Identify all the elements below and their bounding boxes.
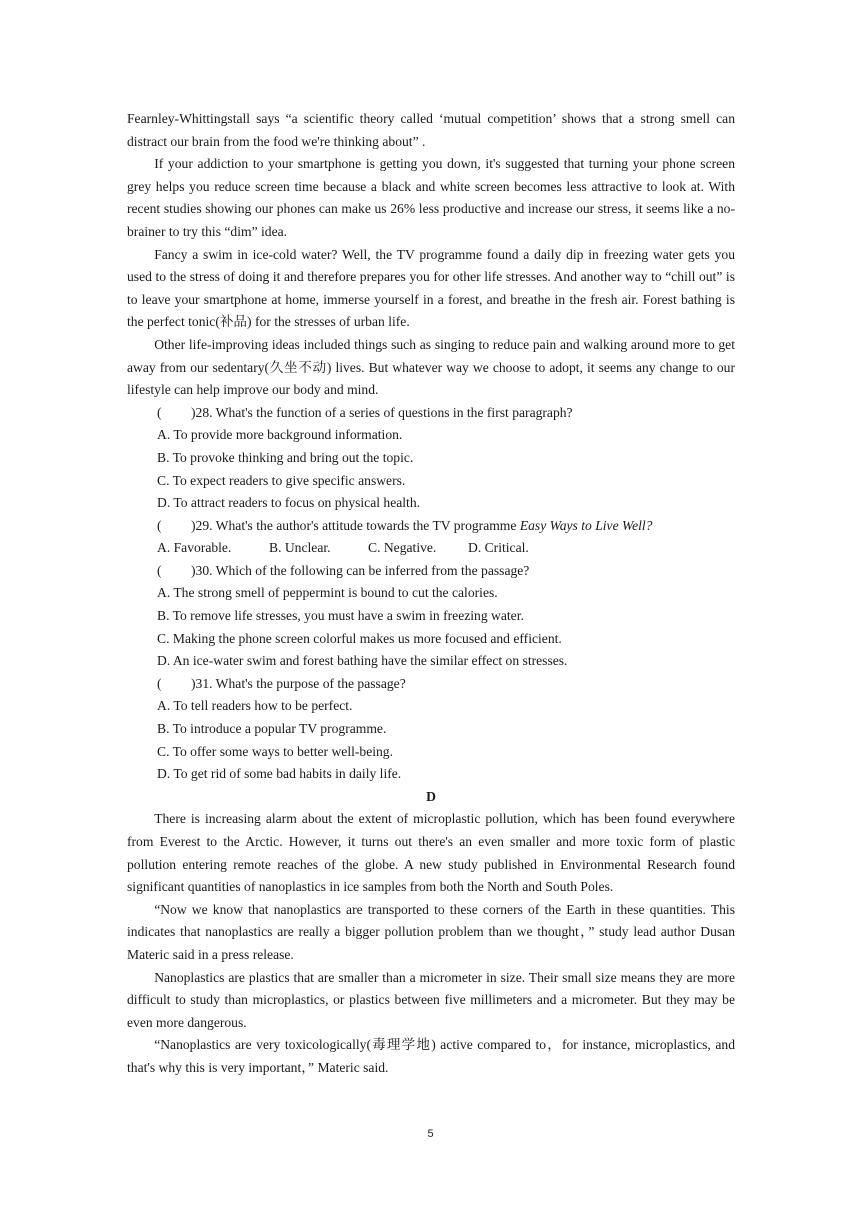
answer-blank: ( — [157, 517, 162, 533]
option-28c: C. To expect readers to give specific answers. — [157, 472, 406, 488]
option-29c: C. Negative. — [368, 540, 437, 556]
option-31b: B. To introduce a popular TV programme. — [157, 721, 387, 737]
option-28a: A. To provide more background information. — [157, 427, 403, 443]
page-number: 5 — [427, 1128, 434, 1140]
question-text — [157, 515, 652, 538]
option-29b: B. Unclear. — [269, 540, 331, 556]
option-30c: C. Making the phone screen colorful makes us more focused and efficient. — [157, 630, 562, 646]
option-30d: D. An ice-water swim and forest bathing have the similar effect on stresses. — [157, 653, 568, 669]
question-text: )28. What's the function of a series of questions in the first paragraph? — [191, 404, 573, 420]
option-30b: B. To remove life stresses, you must have a swim in freezing water. — [157, 608, 524, 624]
question-28 — [127, 402, 735, 425]
option-29a: A. Favorable. — [157, 540, 232, 556]
question-text: )31. What's the purpose of the passage? — [191, 675, 406, 691]
option-28b: B. To provoke thinking and bring out the topic. — [157, 449, 414, 465]
paragraph-ice-water: Fancy a swim in ice-cold water? Well, the TV programme found a daily dip in freezing water gets you used to the stress of doing it and therefore prepares you for other life stresses. And another way to “chill out” is to leave your smartphone at home, immerse yourself in a forest, and breathe in the fresh air. Forest bathing is the perfect tonic(补品) for the stresses of urban life. — [127, 246, 735, 330]
question-29 — [127, 515, 735, 538]
option-28d: D. To attract readers to focus on physical health. — [157, 495, 421, 511]
options-29 — [127, 537, 735, 560]
answer-blank: ( — [157, 404, 162, 420]
paragraph-smartphone: If your addiction to your smartphone is getting you down, it's suggested that turning your phone screen grey helps you reduce screen time because a black and white screen becomes less attractive to look at. With recent studies showing our phones can make us 26% less productive and increase our stress, it seems like a no-brainer to try this “dim” idea. — [127, 156, 735, 239]
programme-title: Easy Ways to Live Well? — [519, 517, 653, 533]
answer-blank: ( — [157, 675, 162, 691]
paragraph-materic-quote: “Now we know that nanoplastics are transported to these corners of the Earth in these quantities. This indicates that nanoplastics are really a bigger pollution problem than we thought，” study lead author Dusan Materic said in a press release. — [127, 901, 735, 962]
option-31d: D. To get rid of some bad habits in daily life. — [157, 766, 402, 782]
section-d-title: D — [426, 788, 436, 804]
option-30a: A. The strong smell of peppermint is bound to cut the calories. — [157, 585, 498, 601]
paragraph-nanoplastics-definition: Nanoplastics are plastics that are smaller than a micrometer in size. Their small size means they are more difficult to study than microplastics, or plastics between five millimeters and a micrometer. But they may be even more dangerous. — [127, 969, 735, 1030]
option-31c: C. To offer some ways to better well-being. — [157, 743, 394, 759]
question-text: )30. Which of the following can be inferred from the passage? — [191, 562, 530, 578]
option-29d: D. Critical. — [468, 540, 529, 556]
question-31 — [127, 673, 735, 696]
paragraph-microplastic: There is increasing alarm about the extent of microplastic pollution, which has been found everywhere from Everest to the Arctic. However, it turns out there's an even smaller and more toxic form of plastic pollution entering remote reaches of the globe. A new study published in Environmental Research found significant quantities of nanoplastics in ice samples from both the North and South Poles. — [127, 811, 735, 895]
page-content — [127, 108, 735, 1080]
paragraph-toxicology-quote: “Nanoplastics are very toxicologically(毒理学地) active compared to，for instance, microplastics, and that's why this is very important，” Materic said. — [127, 1037, 735, 1075]
option-31a: A. To tell readers how to be perfect. — [157, 698, 353, 714]
question-30 — [127, 560, 735, 583]
paragraph-other-ideas: Other life-improving ideas included things such as singing to reduce pain and walking around more to get away from our sedentary(久坐不动) lives. But whatever way we choose to adopt, it seems any change to our lifestyle can help improve our body and mind. — [127, 336, 735, 398]
answer-blank: ( — [157, 562, 162, 578]
question-text-prefix: )29. What's the author's attitude towards the TV programme — [191, 517, 520, 533]
paragraph-fearnley: Fearnley-Whittingstall says “a scientific theory called ‘mutual competition’ shows that a strong smell can distract our brain from the food we're thinking about” . — [127, 111, 735, 149]
